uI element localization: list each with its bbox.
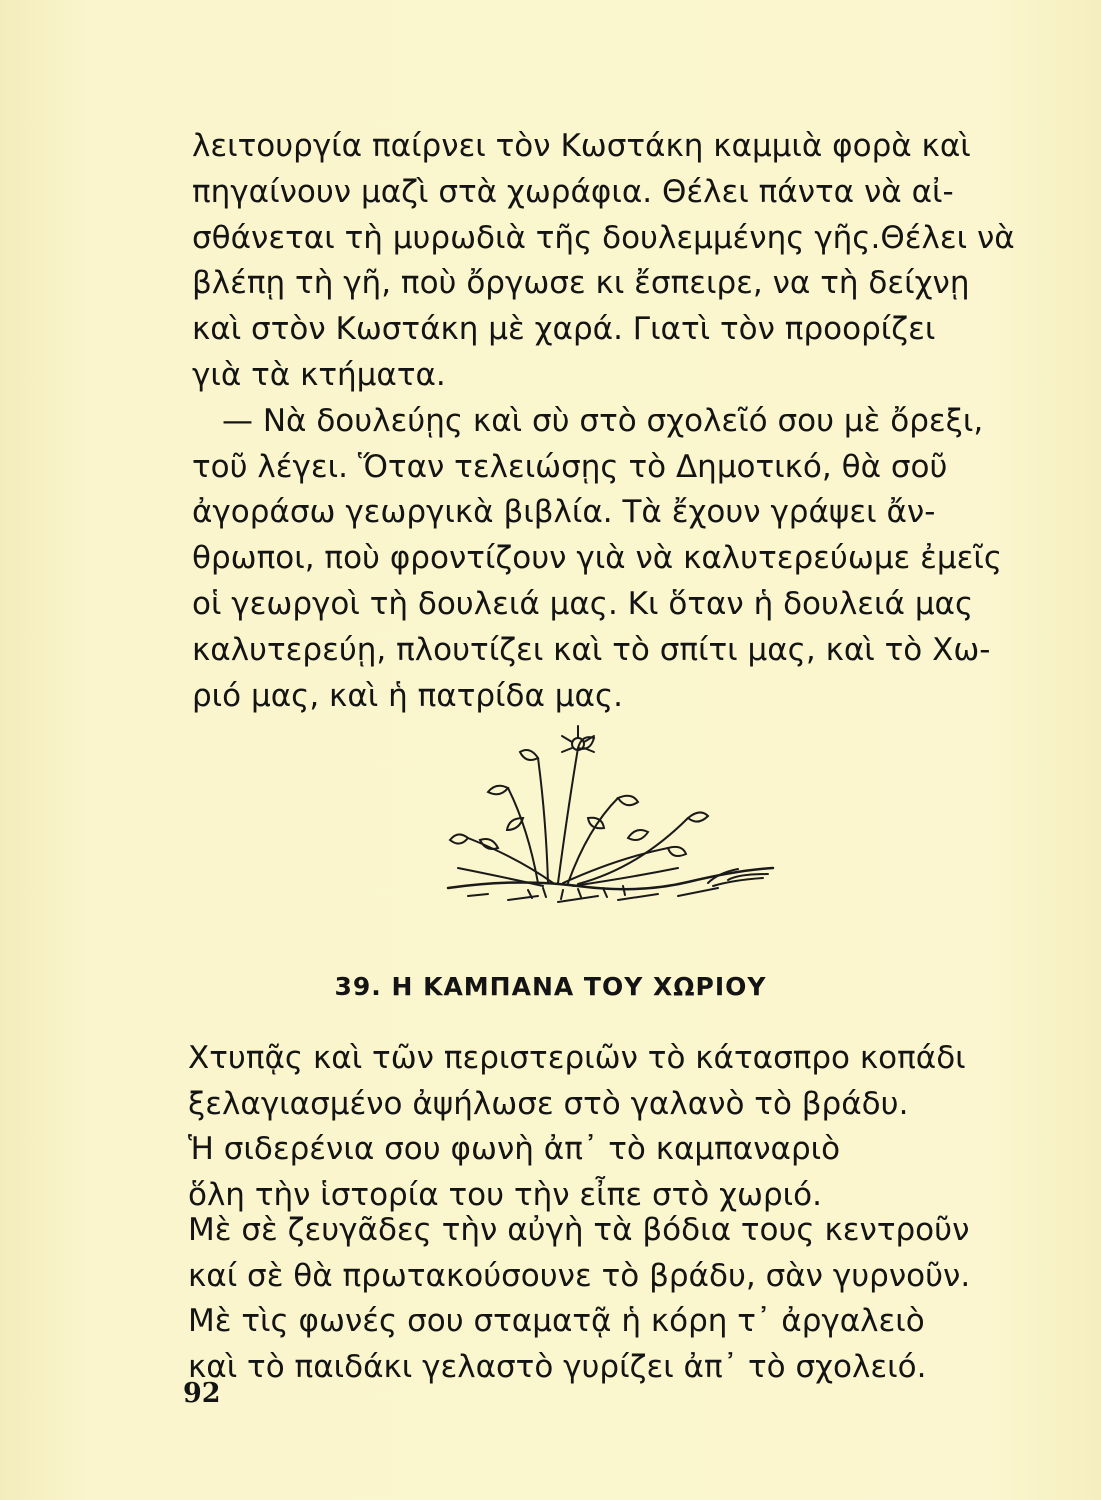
plant-drawing-icon	[428, 718, 788, 918]
text-line: ἀγοράσω γεωργικὰ βιβλία. Τὰ ἔχουν γράψει ἄν-	[192, 494, 936, 531]
text-line: σθάνεται τὴ μυρωδιὰ τῆς δουλεμμένης γῆς.Θέλει νὰ	[192, 219, 1015, 256]
text-line: καὶ στὸν Κωστάκη μὲ χαρά. Γιατὶ τὸν προορίζει	[192, 311, 936, 348]
text-line: — Νὰ δουλεύῃς καὶ σὺ στὸ σχολεῖό σου μὲ ὄρεξι,	[222, 402, 984, 439]
verse-line: Ἡ σιδερένια σου φωνὴ ἀπ᾽ τὸ καμπαναριὸ	[188, 1131, 841, 1167]
verse-line: Μὲ τὶς φωνές σου σταματᾷ ἡ κόρη τ᾽ ἀργαλειὸ	[188, 1303, 925, 1339]
text-line: οἱ γεωργοὶ τὴ δουλειά μας. Κι ὅταν ἡ δουλειά μας	[192, 585, 974, 622]
poem-title: 39. Η ΚΑΜΠΑΝΑ ΤΟΥ ΧΩΡΙΟΥ	[334, 972, 767, 1001]
verse-line: Χτυπᾷς καὶ τῶν περιστεριῶν τὸ κάτασπρο κοπάδι	[188, 1040, 966, 1076]
text-line: θρωποι, ποὺ φροντίζουν γιὰ νὰ καλυτερεύωμε ἐμεῖς	[192, 540, 1003, 577]
text-line: πηγαίνουν μαζὶ στὰ χωράφια. Θέλει πάντα νὰ αἰ-	[192, 173, 954, 210]
paragraph-1	[192, 124, 1014, 399]
stanza-2	[188, 1208, 1018, 1390]
stanza-1	[188, 1036, 1018, 1218]
text-line: ριό μας, καὶ ἡ πατρίδα μας.	[192, 677, 623, 714]
verse-line: ξελαγιασμένο ἀψήλωσε στὸ γαλανὸ τὸ βράδυ.	[188, 1085, 909, 1122]
text-line: καλυτερεύῃ, πλουτίζει καὶ τὸ σπίτι μας, καὶ τὸ Χω-	[192, 631, 991, 668]
verse-line: καί σὲ θὰ πρωτακούσουνε τὸ βράδυ, σὰν γυρνοῦν.	[188, 1257, 971, 1294]
verse-line: καὶ τὸ παιδάκι γελαστὸ γυρίζει ἀπ᾽ τὸ σχολειό.	[188, 1348, 927, 1385]
paragraph-2	[192, 399, 1014, 720]
text-line: γιὰ τὰ κτήματα.	[192, 356, 446, 393]
text-line: βλέπῃ τὴ γῆ, ποὺ ὄργωσε κι ἔσπειρε, να τὴ δείχνῃ	[192, 265, 970, 302]
page-number: 92	[183, 1378, 221, 1409]
verse-line: ὅλη τὴν ἱστορία του τὴν εἶπε στὸ χωριό.	[188, 1176, 822, 1213]
prose-text	[192, 124, 1014, 719]
verse-line: Μὲ σὲ ζευγᾶδες τὴν αὐγὴ τὰ βόδια τους κεντροῦν	[188, 1212, 970, 1248]
text-line: λειτουργία παίρνει τὸν Κωστάκη καμμιὰ φορὰ καὶ	[192, 128, 971, 164]
text-line: τοῦ λέγει. Ὅταν τελειώσῃς τὸ Δημοτικό, θὰ σοῦ	[192, 448, 948, 485]
